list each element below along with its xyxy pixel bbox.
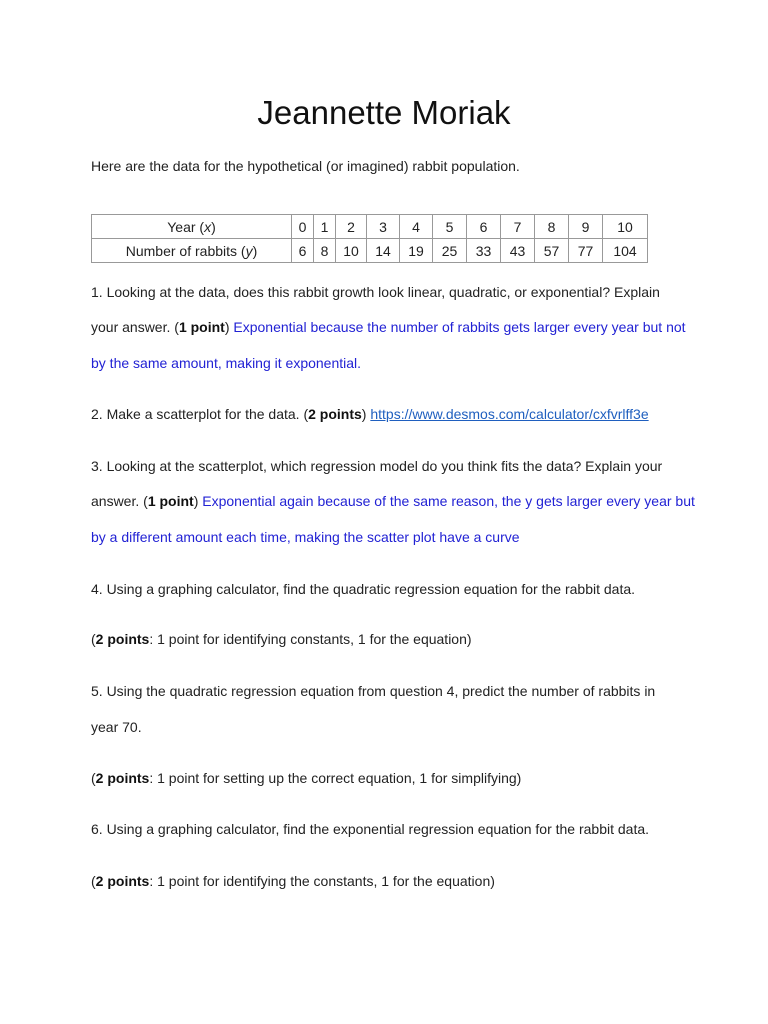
year-cell: 10 bbox=[603, 215, 648, 239]
rabbit-count-cell: 77 bbox=[569, 239, 603, 263]
rabbit-count-cell: 19 bbox=[400, 239, 433, 263]
question-1-text: 1. Looking at the data, does this rabbit growth look linear, quadratic, or exponential? Explain bbox=[91, 284, 660, 300]
year-cell: 4 bbox=[400, 215, 433, 239]
question-2-text: 2. Make a scatterplot for the data. (2 points) https://www.desmos.com/calculator/cxfvrlff3e bbox=[91, 406, 649, 422]
year-cell: 2 bbox=[336, 215, 367, 239]
question-3-line-2: answer. (1 point) Exponential again because of the same reason, the y gets larger every year but bbox=[91, 493, 695, 509]
rabbit-count-cell: 33 bbox=[467, 239, 501, 263]
rabbit-count-cell: 8 bbox=[314, 239, 336, 263]
desmos-link[interactable]: https://www.desmos.com/calculator/cxfvrlff3e bbox=[370, 406, 649, 422]
rabbits-row-header: Number of rabbits (y) bbox=[92, 239, 292, 263]
question-4-text: 4. Using a graphing calculator, find the quadratic regression equation for the rabbit data. bbox=[91, 581, 636, 597]
points-label: 1 point bbox=[147, 493, 194, 509]
year-cell: 7 bbox=[501, 215, 535, 239]
year-cell: 9 bbox=[569, 215, 603, 239]
question-5-points: (2 points: 1 point for setting up the correct equation, 1 for simplifying) bbox=[91, 770, 522, 786]
question-3-text: 3. Looking at the scatterplot, which regression model do you think fits the data? Explain your bbox=[91, 458, 663, 474]
table-row bbox=[92, 215, 648, 239]
question-6-points: (2 points: 1 point for identifying the constants, 1 for the equation) bbox=[91, 873, 495, 889]
answer-1-continued: by the same amount, making it exponential. bbox=[91, 355, 362, 371]
year-cell: 0 bbox=[292, 215, 314, 239]
answer-1-text: Exponential because the number of rabbits gets larger every year but not bbox=[233, 319, 686, 335]
year-cell: 6 bbox=[467, 215, 501, 239]
table-row bbox=[92, 239, 648, 263]
year-cell: 1 bbox=[314, 215, 336, 239]
rabbit-count-cell: 43 bbox=[501, 239, 535, 263]
rabbit-count-cell: 25 bbox=[433, 239, 467, 263]
points-label: 2 points bbox=[308, 406, 362, 422]
year-row-header: Year (x) bbox=[92, 215, 292, 239]
points-label: 1 point bbox=[178, 319, 225, 335]
question-6-text: 6. Using a graphing calculator, find the exponential regression equation for the rabbit data. bbox=[91, 821, 650, 837]
rabbit-count-cell: 104 bbox=[603, 239, 648, 263]
rabbit-count-cell: 6 bbox=[292, 239, 314, 263]
question-4-points: (2 points: 1 point for identifying constants, 1 for the equation) bbox=[91, 631, 472, 647]
question-5-line-2: year 70. bbox=[91, 719, 142, 735]
points-label: 2 points bbox=[95, 770, 150, 786]
rabbit-data-table bbox=[91, 214, 648, 263]
question-1-line-2: your answer. (1 point) Exponential because the number of rabbits gets larger every year but not bbox=[91, 319, 686, 335]
rabbit-count-cell: 14 bbox=[367, 239, 400, 263]
answer-3-continued: by a different amount each time, making the scatter plot have a curve bbox=[91, 529, 520, 545]
question-5-text: 5. Using the quadratic regression equation from question 4, predict the number of rabbits in bbox=[91, 683, 656, 699]
intro-text: Here are the data for the hypothetical (or imagined) rabbit population. bbox=[91, 158, 520, 174]
page-title: Jeannette Moriak bbox=[257, 94, 511, 131]
year-cell: 5 bbox=[433, 215, 467, 239]
answer-3-text: Exponential again because of the same reason, the y gets larger every year but bbox=[202, 493, 695, 509]
points-label: 2 points bbox=[95, 873, 150, 889]
rabbit-count-cell: 57 bbox=[535, 239, 569, 263]
year-cell: 8 bbox=[535, 215, 569, 239]
rabbit-count-cell: 10 bbox=[336, 239, 367, 263]
year-cell: 3 bbox=[367, 215, 400, 239]
points-label: 2 points bbox=[95, 631, 150, 647]
